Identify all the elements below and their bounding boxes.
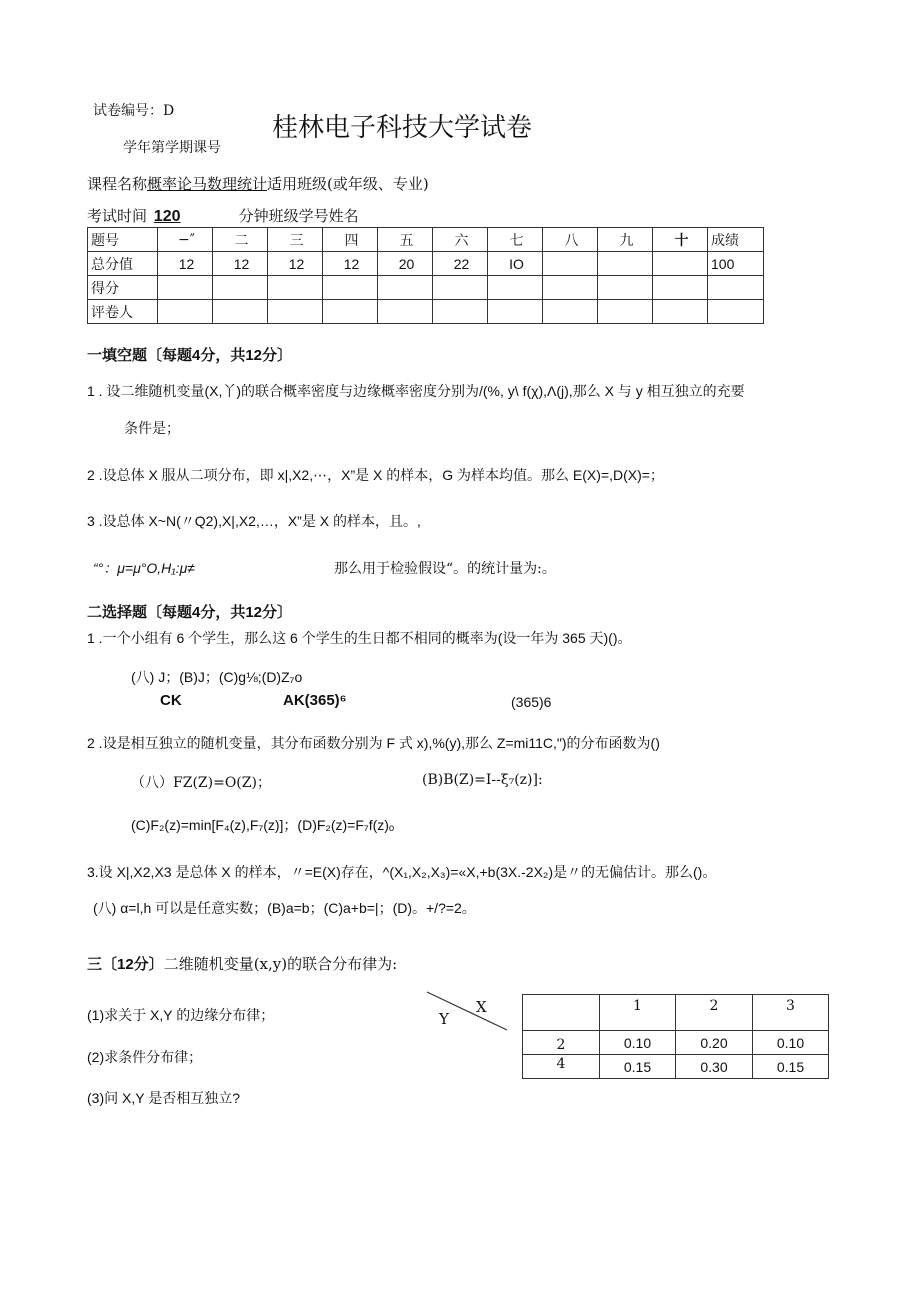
score-row [88,276,764,300]
score-input-cell[interactable] [378,276,433,300]
grader-input-cell[interactable] [268,300,323,324]
grader-input-cell[interactable] [708,300,764,324]
table-cell [543,252,598,276]
score-input-cell[interactable] [653,276,708,300]
score-input-cell[interactable] [488,276,543,300]
s1-q3-line1: 3 .设总体 X~N(〃Q2),X|,X2,…，X”是 X 的样本，且。, [87,513,421,529]
exam-code: 试卷编号：D [93,103,175,119]
s1-q1-line1: 1 . 设二维随机变量(X,丫)的联合概率密度与边缘概率密度分别为/(%, y\ f(χ),Λ(j),那么 X 与 y 相互独立的充要 [87,383,745,399]
table-cell: 12 [213,252,268,276]
table-cell: 题号 [88,228,158,252]
s3-part2: (2)求条件分布律； [87,1049,203,1065]
table-cell: 三 [268,228,323,252]
section3-title-bold: 三〔12分〕 [87,956,164,973]
grader-input-cell[interactable] [433,300,488,324]
course-suffix: 适用班级(或年级、专业) [267,175,429,193]
table-cell: 12 [158,252,213,276]
s1-q3-formula: “°：μ=μ°O,H₁:μ≠ [93,560,195,576]
table-cell: 总分值 [88,252,158,276]
table-cell: 2 [523,1031,600,1055]
section3-title [87,953,397,974]
table-cell: 4 [523,1055,600,1079]
time-value: 120 [153,208,181,225]
table-cell: 0.10 [753,1031,829,1055]
score-table [87,227,764,324]
term-line: 学年第学期课号 [123,140,221,156]
s2-q2-opt-a: （八）FZ(Z)=O(Z)； [131,775,271,791]
table-cell: 成绩 [708,228,764,252]
grader-input-cell[interactable] [543,300,598,324]
table-cell: 六 [433,228,488,252]
time-suffix: 分钟班级学号姓名 [238,207,359,225]
score-header-row [88,228,764,252]
s2-q1-frac-b: AK(365)⁶ [283,692,347,709]
s3-part1: (1)求关于 X,Y 的边缘分布律； [87,1007,275,1023]
table-cell: 0.30 [676,1055,753,1079]
dist-header-row [523,995,829,1031]
score-input-cell[interactable] [268,276,323,300]
s1-q2: 2 .设总体 X 服从二项分布，即 x|,X2,⋯，X”是 X 的样本，G 为样本均值。那么 E(X)=,D(X)=； [87,467,664,483]
table-cell: 八 [543,228,598,252]
score-input-cell[interactable] [543,276,598,300]
table-cell [598,252,653,276]
table-cell: 得分 [88,276,158,300]
section2-title: 二选择题〔每题4分，共12分〕 [87,604,293,621]
corner-x-label: X [476,998,487,1016]
table-cell [523,995,600,1031]
s1-q1-line2: 条件是； [124,421,180,437]
s2-q3-options: (八) α=l,h 可以是任意实数；(B)a=b；(C)a+b=|；(D)。+/?=2。 [93,900,476,916]
score-input-cell[interactable] [323,276,378,300]
table-cell: 100 [708,252,764,276]
grader-input-cell[interactable] [653,300,708,324]
grader-input-cell[interactable] [378,300,433,324]
course-prefix: 课程名称 [87,175,148,193]
table-cell: 20 [378,252,433,276]
section3-title-rest: 二维随机变量(x,y)的联合分布律为: [163,955,398,973]
s2-q2-opt-b: (B)B(Z)=I--ξ₇(z)]: [422,772,543,788]
s2-q1-options: (八) J；(B)J；(C)g⅛;(D)Z₇o [131,669,303,685]
s2-q1: 1 .一个小组有 6 个学生，那么这 6 个学生的生日都不相同的概率为(设一年为 365 天)()。 [87,630,632,646]
table-cell: 12 [268,252,323,276]
time-prefix: 考试时间 [87,207,148,225]
table-cell: 1 [600,995,676,1031]
page-title: 桂林电子科技大学试卷 [272,112,533,142]
score-input-cell[interactable] [598,276,653,300]
table-cell: 12 [323,252,378,276]
table-cell: 二 [213,228,268,252]
table-cell: 五 [378,228,433,252]
score-input-cell[interactable] [158,276,213,300]
s2-q2: 2 .设是相互独立的随机变量，其分布函数分别为 F 式 x),%(y),那么 Z=mi11C,")的分布函数为() [87,735,660,751]
table-cell: 3 [753,995,829,1031]
course-name: 概率论马数理统计 [147,175,268,193]
table-cell [653,252,708,276]
s2-q3: 3.设 X|,X2,X3 是总体 X 的样本，〃=E(X)存在，^(X₁,X₂,X₃)=«X,+b(3X.-2X₂)是〃的无偏估计。那么()。 [87,864,717,880]
s2-q1-frac-a: CK [160,692,182,709]
s2-q2-opt-cd: (C)F₂(z)=min[F₄(z),F₇(z)]；(D)F₂(z)=F₇f(z)ₒ [131,817,395,833]
score-input-cell[interactable] [433,276,488,300]
table-cell: 评卷人 [88,300,158,324]
grader-input-cell[interactable] [213,300,268,324]
s1-q3-tail: 那么用于检验假设“。的统计量为:。 [334,561,556,577]
table-cell: 九 [598,228,653,252]
table-cell: 0.10 [600,1031,676,1055]
distribution-table [522,994,829,1079]
grader-row [88,300,764,324]
table-cell: 十 [653,228,708,252]
table-cell: 四 [323,228,378,252]
table-cell: 七 [488,228,543,252]
s3-part3: (3)问 X,Y 是否相互独立? [87,1090,240,1106]
table-row [523,1055,829,1079]
score-input-cell[interactable] [213,276,268,300]
table-cell: −″ [158,228,213,252]
corner-y-label: Y [439,1010,449,1028]
diagonal-line [425,990,509,1032]
table-cell: 0.15 [753,1055,829,1079]
table-row [523,1031,829,1055]
grader-input-cell[interactable] [158,300,213,324]
section1-title: 一填空题〔每题4分，共12分〕 [87,347,293,364]
grader-input-cell[interactable] [488,300,543,324]
table-cell: 22 [433,252,488,276]
grader-input-cell[interactable] [323,300,378,324]
table-cell: IO [488,252,543,276]
s2-q1-frac-c: (365)6 [511,694,552,710]
score-input-cell[interactable] [708,276,764,300]
table-cell: 0.15 [600,1055,676,1079]
grader-input-cell[interactable] [598,300,653,324]
table-cell: 0.20 [676,1031,753,1055]
time-line [87,205,359,226]
score-total-row [88,252,764,276]
table-cell: 2 [676,995,753,1031]
course-line [87,173,429,194]
